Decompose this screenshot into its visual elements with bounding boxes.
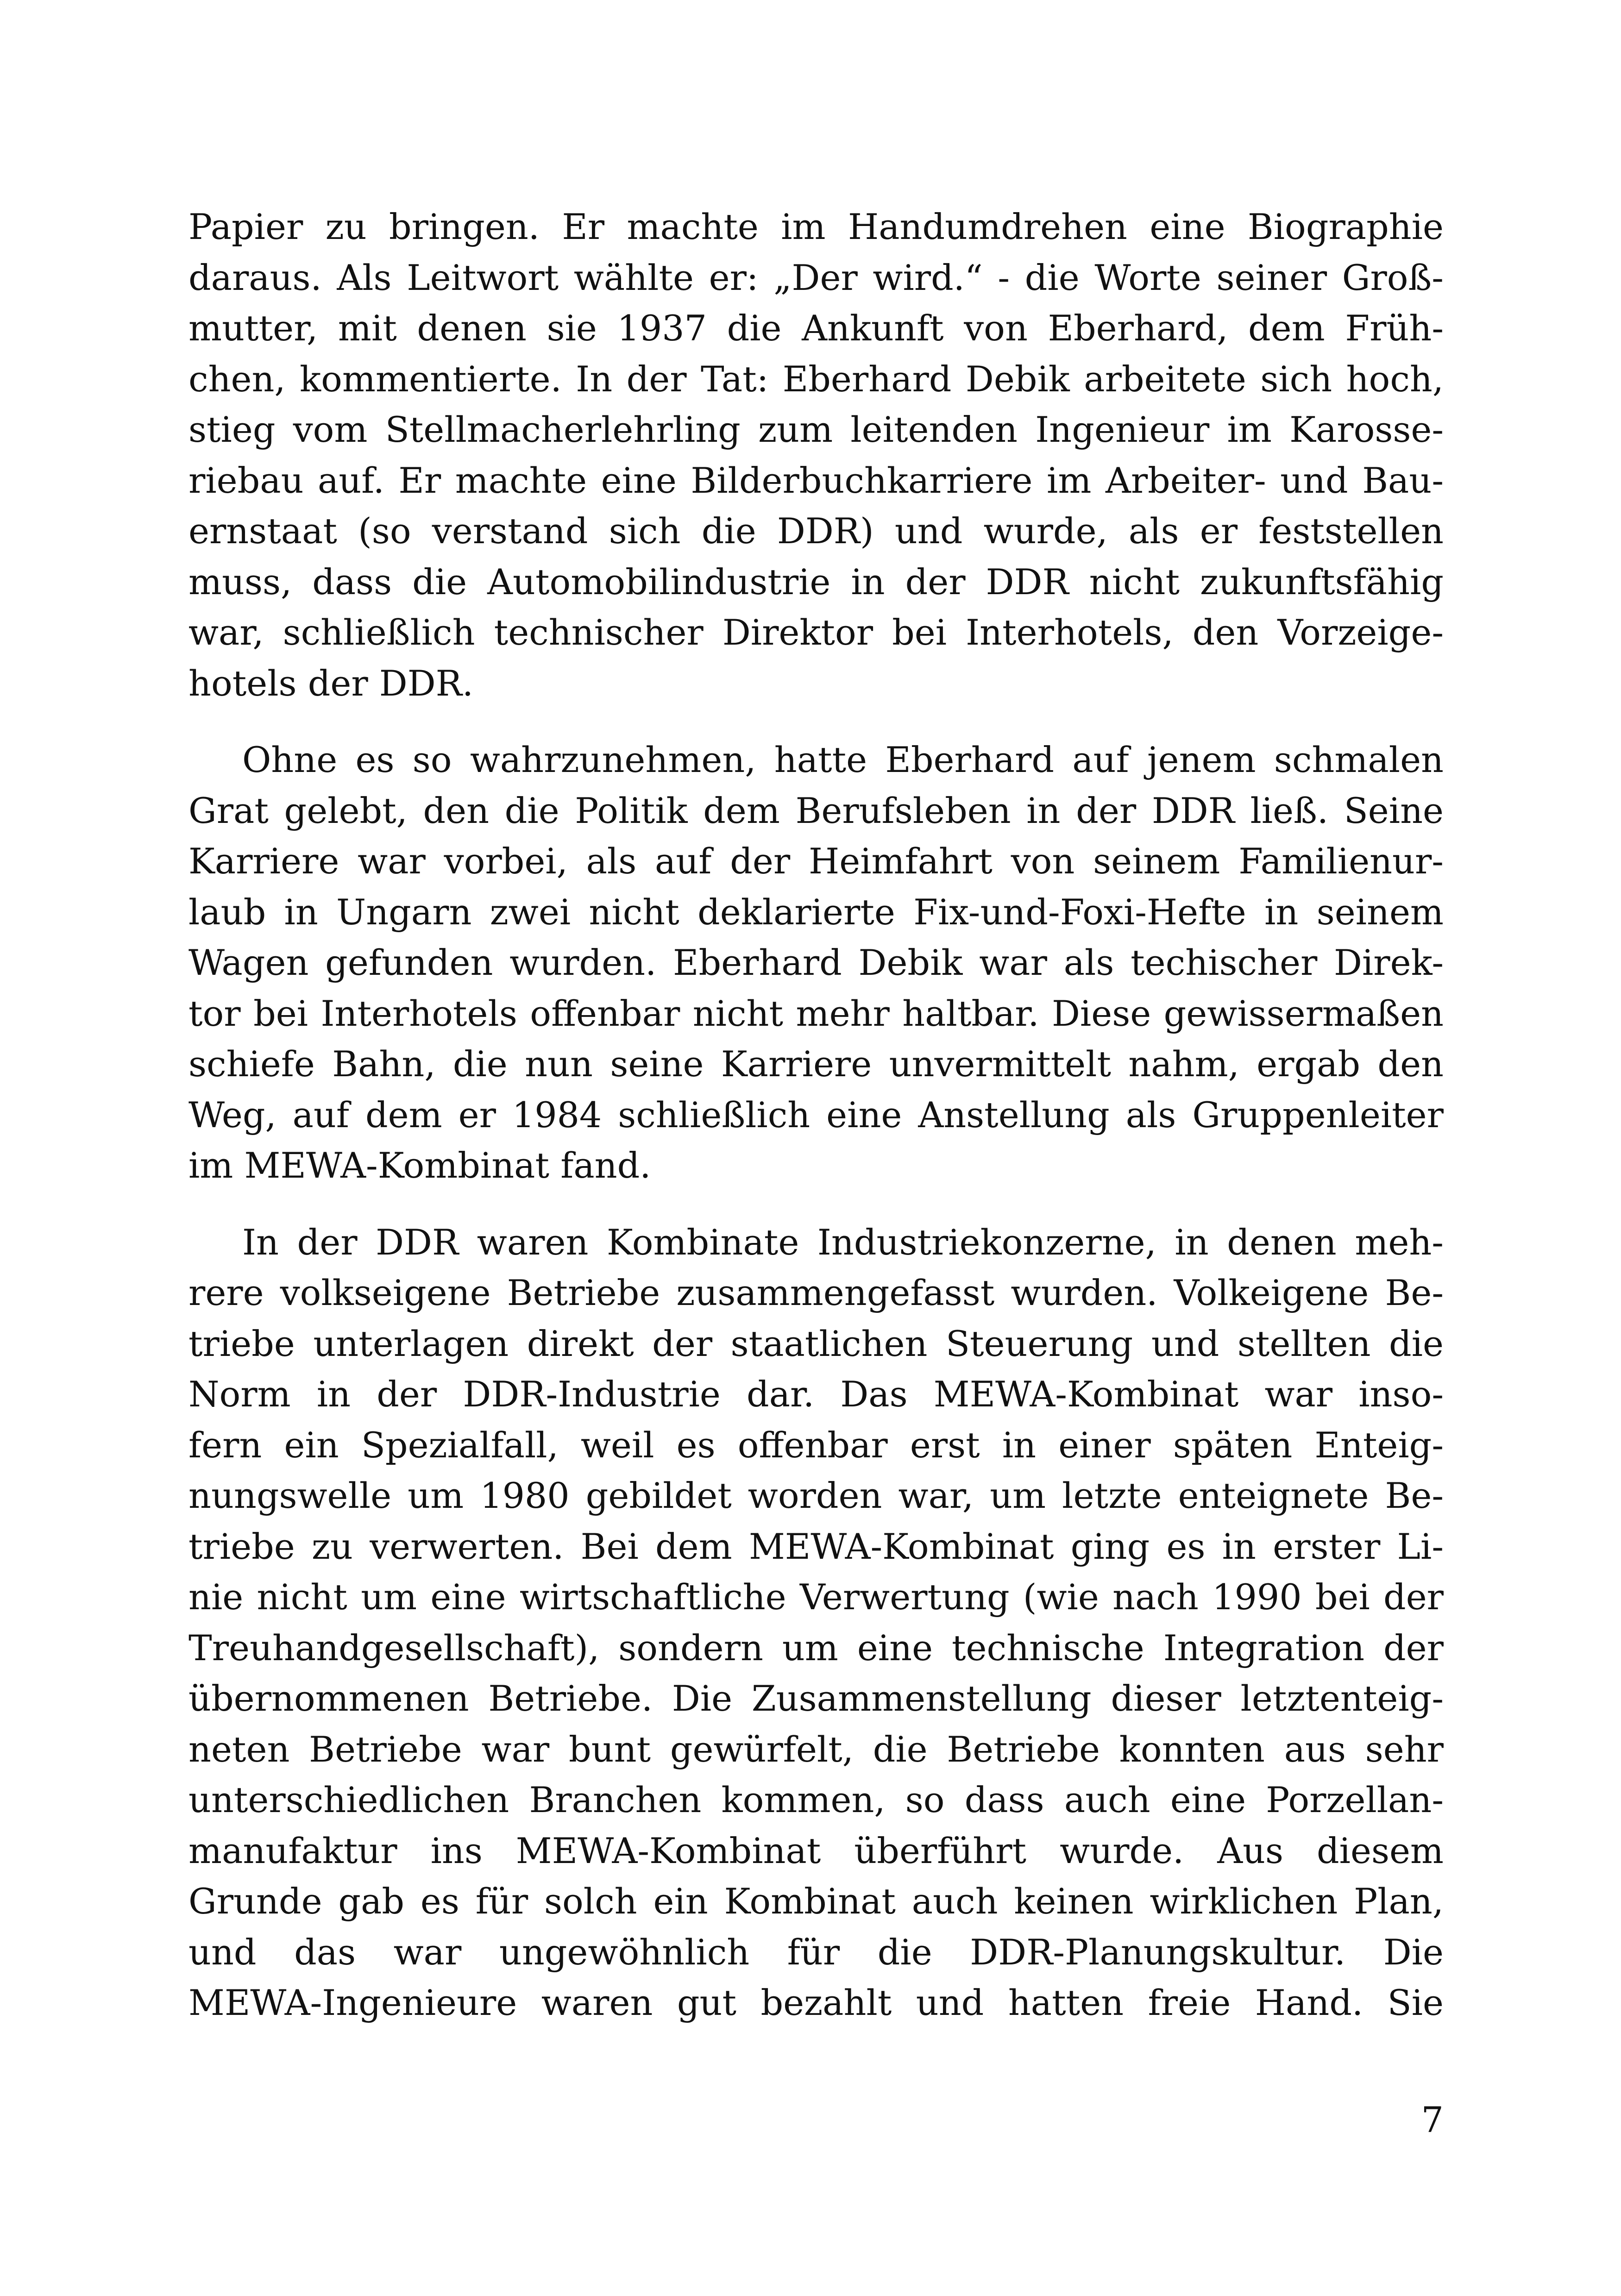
text-line: Grat gelebt, den die Politik dem Berufsleben in der DDR ließ. Seine xyxy=(188,790,1444,831)
text-line: Grunde gab es für solch ein Kombinat auch keinen wirklichen Plan, xyxy=(188,1881,1444,1922)
text-line: chen, kommentierte. In der Tat: Eberhard Debik arbeitete sich hoch, xyxy=(188,358,1444,400)
text-line: hotels der DDR. xyxy=(188,662,474,704)
paragraph-1 xyxy=(188,201,1444,709)
text-line: übernommenen Betriebe. Die Zusammenstellung dieser letztenteig- xyxy=(188,1678,1444,1719)
text-line: rere volkseigene Betriebe zusammengefasst wurden. Volkeigene Be- xyxy=(188,1272,1444,1313)
text-line: war, schließlich technischer Direktor bei Interhotels, den Vorzeige- xyxy=(188,612,1444,653)
text-line: daraus. Als Leitwort wählte er: „Der wird.“ - die Worte seiner Groß- xyxy=(188,257,1444,298)
text-line: manufaktur ins MEWA-Kombinat überführt wurde. Aus diesem xyxy=(188,1830,1444,1871)
text-line: MEWA-Ingenieure waren gut bezahlt und hatten freie Hand. Sie xyxy=(188,1982,1444,2023)
text-line: stieg vom Stellmacherlehrling zum leitenden Ingenieur im Karosse- xyxy=(188,409,1444,450)
text-line: nungswelle um 1980 gebildet worden war, um letzte enteignete Be- xyxy=(188,1475,1444,1516)
text-line: und das war ungewöhnlich für die DDR-Planungskultur. Die xyxy=(188,1931,1444,1973)
text-line: triebe unterlagen direkt der staatlichen Steuerung und stellten die xyxy=(188,1323,1444,1364)
text-line: neten Betriebe war bunt gewürfelt, die Betriebe konnten aus sehr xyxy=(188,1728,1444,1770)
page-number: 7 xyxy=(1421,2099,1444,2140)
text-line: im MEWA-Kombinat fand. xyxy=(188,1145,651,1186)
text-line: muss, dass die Automobilindustrie in der DDR nicht zukunftsfähig xyxy=(188,561,1444,602)
text-line: schiefe Bahn, die nun seine Karriere unvermittelt nahm, ergab den xyxy=(188,1043,1444,1085)
text-line: riebau auf. Er machte eine Bilderbuchkarriere im Arbeiter- und Bau- xyxy=(188,459,1444,501)
text-line: triebe zu verwerten. Bei dem MEWA-Kombinat ging es in erster Li- xyxy=(188,1525,1444,1567)
text-line: fern ein Spezialfall, weil es offenbar erst in einer späten Enteig- xyxy=(188,1424,1444,1466)
text-line: laub in Ungarn zwei nicht deklarierte Fix-und-Foxi-Hefte in seinem xyxy=(188,891,1444,933)
body-text xyxy=(188,201,1444,2028)
paragraph-3 xyxy=(188,1217,1444,2028)
text-line: nie nicht um eine wirtschaftliche Verwertung (wie nach 1990 bei der xyxy=(188,1576,1444,1618)
paragraph-2 xyxy=(188,734,1444,1191)
text-line: Karriere war vorbei, als auf der Heimfahrt von seinem Familienur- xyxy=(188,841,1444,882)
text-line: Weg, auf dem er 1984 schließlich eine Anstellung als Gruppenleiter xyxy=(188,1094,1444,1135)
text-line: Ohne es so wahrzunehmen, hatte Eberhard auf jenem schmalen xyxy=(242,739,1444,780)
text-line: Treuhandgesellschaft), sondern um eine technische Integration der xyxy=(188,1627,1444,1669)
text-line: Papier zu bringen. Er machte im Handumdrehen eine Biographie xyxy=(188,206,1444,247)
text-line: mutter, mit denen sie 1937 die Ankunft von Eberhard, dem Früh- xyxy=(188,307,1444,349)
text-line: ernstaat (so verstand sich die DDR) und wurde, als er feststellen xyxy=(188,510,1444,552)
text-line: Wagen gefunden wurden. Eberhard Debik war als techischer Direk- xyxy=(188,942,1444,983)
text-line: Norm in der DDR-Industrie dar. Das MEWA-Kombinat war inso- xyxy=(188,1374,1444,1415)
text-line: In der DDR waren Kombinate Industriekonzerne, in denen meh- xyxy=(242,1221,1444,1263)
text-line: tor bei Interhotels offenbar nicht mehr haltbar. Diese gewissermaßen xyxy=(188,992,1444,1034)
text-line: unterschiedlichen Branchen kommen, so dass auch eine Porzellan- xyxy=(188,1779,1444,1820)
